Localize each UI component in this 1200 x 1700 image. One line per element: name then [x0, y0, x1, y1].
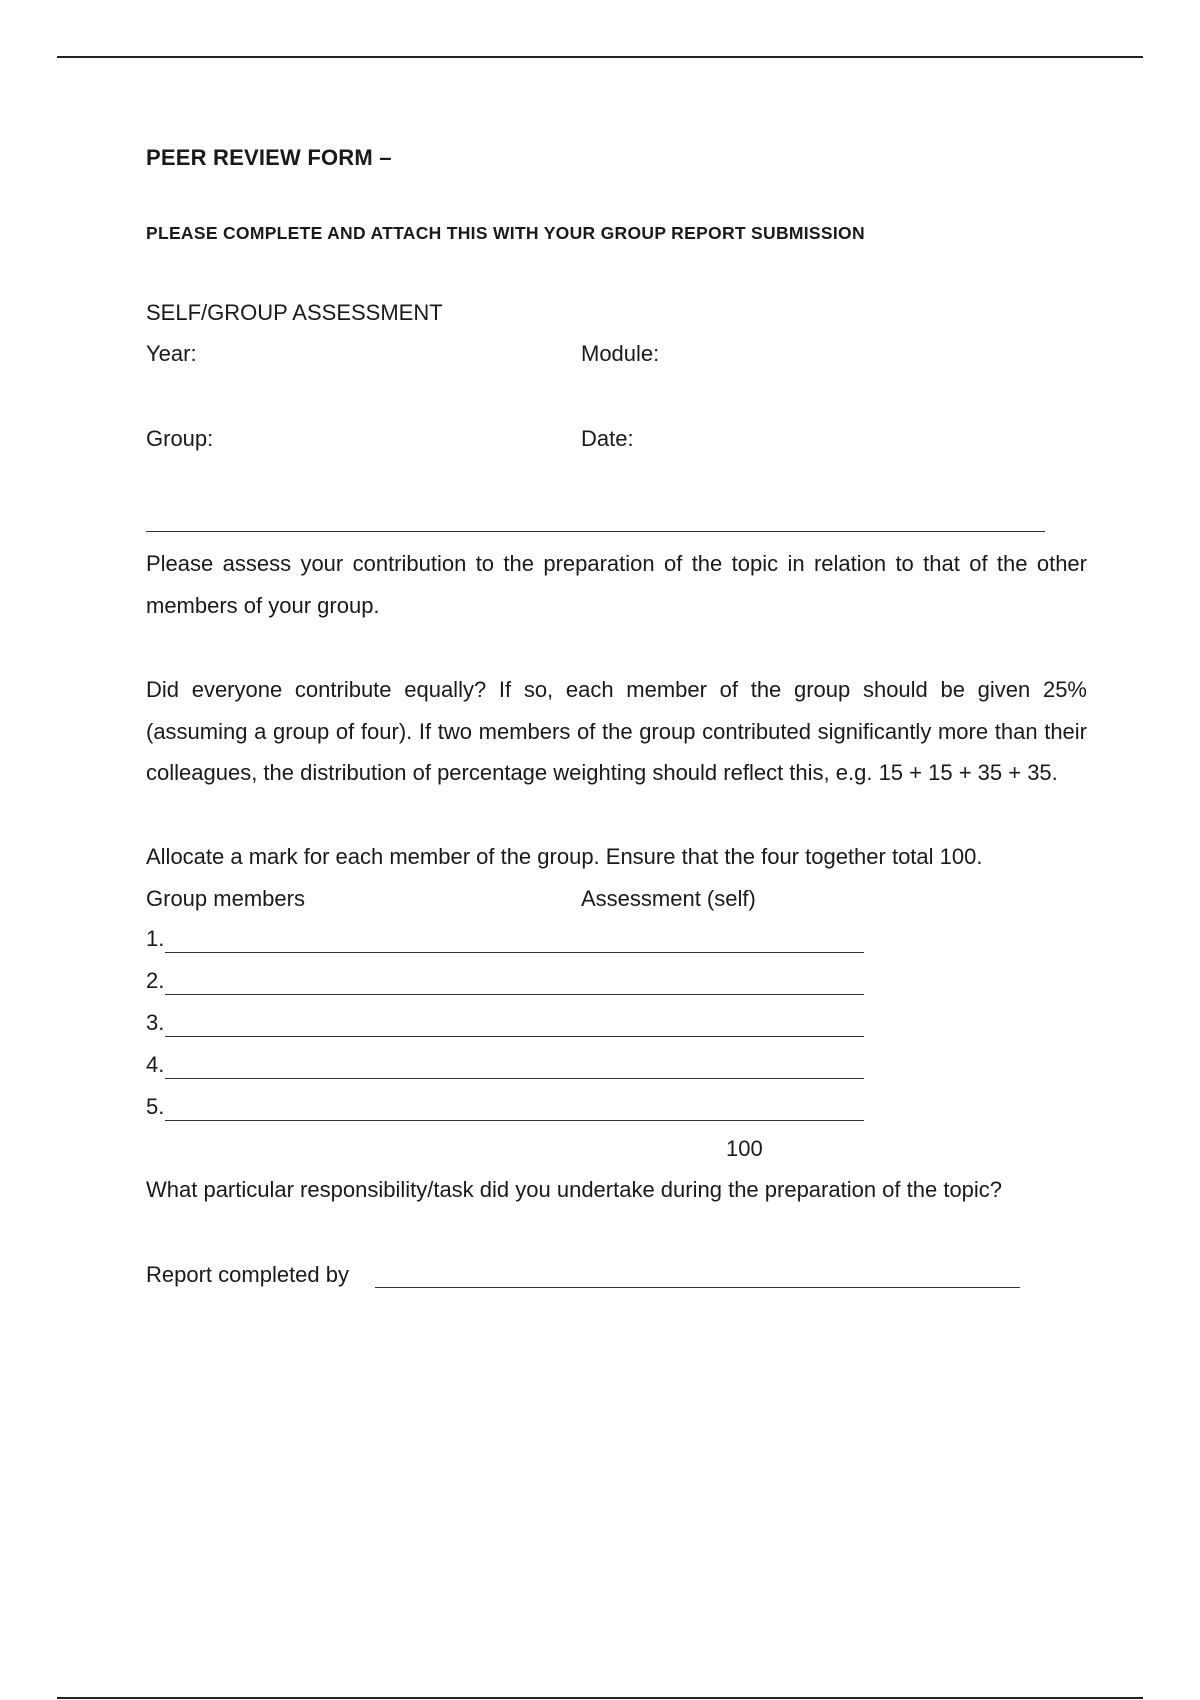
member-row-5 [146, 1094, 864, 1124]
member-entry-line[interactable] [165, 1036, 864, 1037]
member-entry-line[interactable] [165, 1120, 864, 1121]
member-entry-line[interactable] [165, 1078, 864, 1079]
group-members-header: Group members [146, 886, 305, 911]
assessment-header: Assessment (self) [581, 886, 756, 911]
instruction-paragraph-2: Did everyone contribute equally? If so, each member of the group should be given 25% (assuming a group of four). If two members of the group contributed significantly more than their colleagues, the distribution of percentage weighting should reflect this, e.g. 15 + 15 + 35 + 35. [146, 677, 1087, 785]
report-completed-label: Report completed by [146, 1262, 349, 1287]
assessment-total: 100 [726, 1136, 763, 1161]
date-label: Date: [581, 426, 634, 451]
member-number: 5. [146, 1094, 165, 1119]
member-entry-line[interactable] [165, 952, 864, 953]
allocate-instruction: Allocate a mark for each member of the group. Ensure that the four together total 100. [146, 844, 983, 869]
group-label: Group: [146, 426, 214, 451]
member-number: 3. [146, 1010, 165, 1035]
member-entry-line[interactable] [165, 994, 864, 995]
section-heading: SELF/GROUP ASSESSMENT [146, 300, 443, 325]
page-bottom-rule [57, 1697, 1143, 1699]
year-label: Year: [146, 341, 197, 366]
member-row-1 [146, 926, 864, 956]
responsibility-question: What particular responsibility/task did you undertake during the preparation of the topic? [146, 1177, 1003, 1202]
member-row-3 [146, 1010, 864, 1040]
report-completed-line[interactable] [375, 1287, 1020, 1288]
member-number: 1. [146, 926, 165, 951]
instruction-paragraph-1: Please assess your contribution to the preparation of the topic in relation to that of the other members of your group. [146, 551, 1087, 618]
member-row-4 [146, 1052, 864, 1082]
member-number: 4. [146, 1052, 165, 1077]
form-title: PEER REVIEW FORM – [146, 145, 392, 170]
module-label: Module: [581, 341, 660, 366]
member-row-2 [146, 968, 864, 998]
page-top-rule [57, 56, 1143, 58]
section-divider [146, 531, 1045, 532]
form-subtitle: PLEASE COMPLETE AND ATTACH THIS WITH YOUR GROUP REPORT SUBMISSION [146, 223, 865, 243]
member-number: 2. [146, 968, 165, 993]
